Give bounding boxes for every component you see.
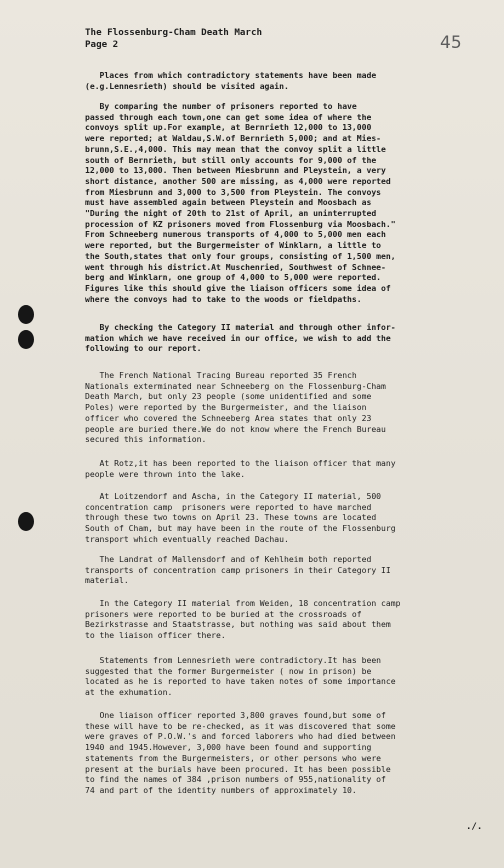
text-line: In the Category II material from Weiden, 18 concentration camp: [85, 598, 401, 608]
text-line: officer who covered the Schneeberg Area states that only 23: [85, 412, 372, 423]
paragraph: [85, 710, 396, 796]
text-line: Bezirkstrasse and Staatstrasse, but nothing was said about them: [85, 619, 391, 630]
paragraph: [85, 370, 386, 445]
text-line: were graves of P.O.W.'s and forced laborers who had died between: [85, 731, 396, 742]
paragraph: [85, 322, 396, 354]
text-line: brunn,S.E.,4,000. This may mean that the convoy split a little: [85, 143, 386, 154]
text-line: where the convoys had to take to the woods or fieldpaths.: [85, 293, 362, 304]
text-line: transport which eventually reached Dachau.: [85, 533, 289, 544]
text-line: procession of KZ prisoners moved from Flossenburg via Moosbach.": [85, 218, 396, 229]
paragraph: [85, 554, 391, 586]
text-line: Figures like this should give the liaison officers some idea of: [85, 282, 391, 293]
text-line: present at the burials have been procured. It has been possible: [85, 763, 391, 774]
punch-hole-mark: [18, 305, 34, 324]
text-line: 12,000 to 13,000. Then between Miesbrunn and Pleystein, a very: [85, 165, 386, 176]
text-line: secured this information.: [85, 434, 207, 445]
text-line: From Schneeberg numerous transports of 4,000 to 5,000 men each: [85, 229, 386, 240]
paragraph: [85, 458, 396, 479]
paragraph: [85, 101, 396, 304]
text-line: people were thrown into the lake.: [85, 468, 246, 479]
text-line: at the exhumation.: [85, 687, 173, 698]
text-line: mation which we have received in our office, we wish to add the: [85, 332, 391, 343]
continuation-mark: ./.: [466, 822, 483, 832]
text-line: material.: [85, 575, 129, 586]
paragraph: [85, 598, 400, 641]
text-line: transports of concentration camp prisoners in their Category II: [85, 564, 391, 575]
paragraph: [85, 655, 396, 698]
paragraph: [85, 491, 396, 545]
text-line: prisoners were reported to be buried at the crossroads of: [85, 608, 362, 619]
document-title: The Flossenburg-Cham Death March: [85, 27, 263, 38]
text-line: At Rotz,it has been reported to the liaison officer that many: [85, 458, 396, 468]
text-line: Places from which contradictory statements have been made: [85, 70, 377, 80]
text-line: were reported; at Waldau,S.W.of Bernrieth 5,000; and at Mies-: [85, 133, 382, 144]
text-line: went through his district.At Muschenried, Southwest of Schnee-: [85, 261, 386, 272]
text-line: through these two towns on April 23. These towns are located: [85, 512, 377, 523]
text-line: must have assembled again between Pleystein and Moosbach as: [85, 197, 372, 208]
text-line: Nationals exterminated near Schneeberg on the Flossenburg-Cham: [85, 380, 386, 391]
text-line: to find the names of 384 ,prison numbers of 955,nationality of: [85, 774, 386, 785]
text-line: were reported, but the Burgermeister of Winklarn, a little to: [85, 240, 382, 251]
text-line: people are buried there.We do not know where the French Bureau: [85, 423, 386, 434]
text-line: passed through each town,one can get some idea of where the: [85, 111, 372, 122]
text-line: One liaison officer reported 3,800 graves found,but some of: [85, 710, 386, 720]
text-line: south of Bernrieth, but still only accounts for 9,000 of the: [85, 154, 377, 165]
page-label: Page 2: [85, 39, 119, 50]
text-line: 1940 and 1945.However, 3,000 have been found and supporting: [85, 742, 372, 753]
text-line: the South,states that only four groups, consisting of 1,500 men,: [85, 250, 396, 261]
text-line: from Miesbrunn and 3,000 to 3,500 from Pleystein. The convoys: [85, 186, 382, 197]
paragraph: [85, 70, 376, 91]
text-line: these will have to be re-checked, as it was discovered that some: [85, 720, 396, 731]
text-line: following to our report.: [85, 343, 202, 354]
text-line: By comparing the number of prisoners reported to have: [85, 101, 357, 111]
text-line: At Loitzendorf and Ascha, in the Category II material, 500: [85, 491, 382, 501]
text-line: South of Cham, but may have been in the route of the Flossenburg: [85, 523, 396, 534]
text-line: concentration camp prisoners were reported to have marched: [85, 501, 372, 512]
text-line: The French National Tracing Bureau reported 35 French: [85, 370, 357, 380]
text-line: statements from the Burgermeisters, or other persons who were: [85, 752, 382, 763]
text-line: Poles) were reported by the Burgermeister, and the liaison: [85, 402, 367, 413]
punch-hole-mark: [18, 330, 34, 349]
text-line: 74 and part of the identity numbers of approximately 10.: [85, 784, 357, 795]
text-line: berg and Winklarn, one group of 4,000 to 5,000 were reported.: [85, 272, 382, 283]
handwritten-page-number: 45: [440, 33, 462, 53]
text-line: located as he is reported to have taken notes of some importance: [85, 676, 396, 687]
text-line: The Landrat of Mallensdorf and of Kehlheim both reported: [85, 554, 372, 564]
text-line: short distance, another 500 are missing, as 4,000 were reported: [85, 175, 391, 186]
text-line: Death March, but only 23 people (some unidentified and some: [85, 391, 372, 402]
text-line: suggested that the former Burgermeister ( now in prison) be: [85, 665, 372, 676]
text-line: By checking the Category II material and through other infor-: [85, 322, 396, 332]
text-line: (e.g.Lennesrieth) should be visited again.: [85, 80, 289, 91]
text-line: convoys split up.For example, at Bernrieth 12,000 to 13,000: [85, 122, 372, 133]
text-line: Statements from Lennesrieth were contradictory.It has been: [85, 655, 382, 665]
text-line: to the liaison officer there.: [85, 630, 226, 641]
text-line: "During the night of 20th to 21st of April, an uninterrupted: [85, 208, 377, 219]
punch-hole-mark: [18, 512, 34, 531]
